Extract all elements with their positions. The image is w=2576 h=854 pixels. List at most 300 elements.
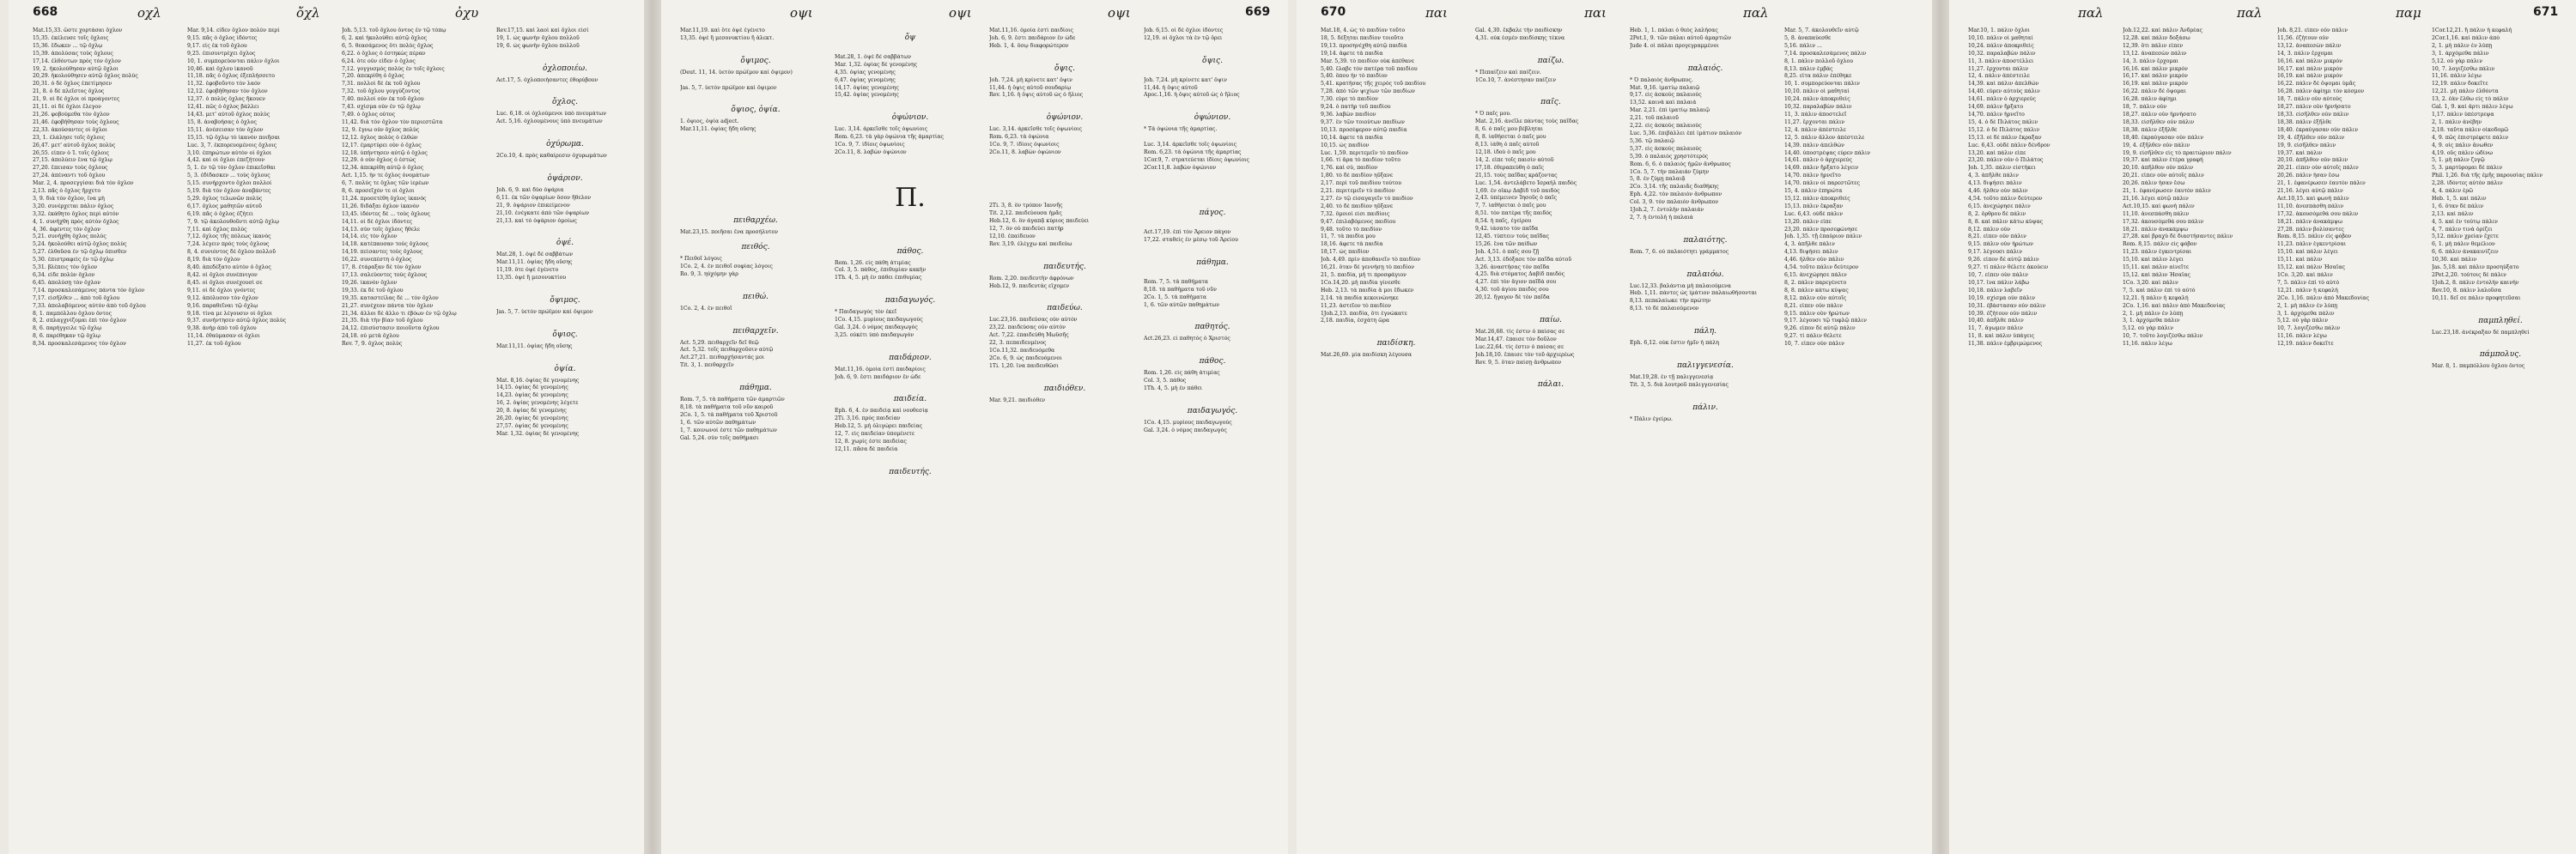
concordance-line: Mat.19,28. ἐν τῇ παλιγγενεσίᾳ [1630, 373, 1714, 380]
concordance-line: 9,15. πᾶς ὁ ὄχλος ἰδόντες [187, 34, 258, 41]
concordance-line: Mat.28, 1. ὀψὲ δὲ σαββάτων [496, 251, 573, 258]
concordance-line: 19, 4. ἐξῆλθεν οὖν πάλιν [2123, 142, 2190, 148]
concordance-line: Heb. 2,13. τὰ παιδία ἅ μοι ἔδωκεν [1321, 287, 1414, 294]
concordance-line: 8,12. πάλιν οὖν αὐτοῖς [1784, 294, 1847, 301]
concordance-line: 27,28. καὶ βραχὺ δὲ διαστήσαντες πάλιν [2123, 233, 2233, 240]
concordance-line: 2, 7. ἡ ἐντολὴ ἡ παλαιά [1630, 214, 1693, 221]
entry-headword: παίω. [1540, 316, 1562, 324]
concordance-line: 1,69. ἐν οἴκῳ Δαβὶδ τοῦ παιδὸς [1475, 187, 1560, 194]
concordance-line: 7,31. πολλοὶ δὲ ἐκ τοῦ ὄχλου [342, 81, 421, 88]
concordance-line: 14,15. ὀψίας δὲ γενομένης [496, 385, 568, 391]
concordance-line [496, 51, 634, 58]
concordance-line: 3,32. ἐκάθητο ὄχλος περὶ αὐτόν [33, 210, 119, 217]
entry-headword: ὀψία. [554, 364, 576, 373]
concordance-line: Phil. 1,26. διὰ τῆς ἐμῆς παρουσίας πάλιν [2432, 173, 2543, 179]
concordance-line: 10,10. πάλιν οἱ μαθηταί [1968, 34, 2033, 41]
concordance-line: 8,18. τὰ παθήματα τοῦ νῦν [1144, 286, 1217, 293]
concordance-line: Gal. 3,24. ὁ νόμος παιδαγωγὸς [835, 324, 918, 330]
concordance-line: 21,13. καὶ τὸ ὀψάριον ὁμοίως [496, 217, 577, 224]
concordance-line: 17,14. ἐλθόντων πρὸς τὸν ὄχλον [33, 58, 121, 64]
concordance-line: 11, 7. τὰ παιδία μου [1321, 233, 1376, 240]
concordance-line [2432, 336, 2569, 344]
concordance-line: 12, 7. εἰς παιδείαν ὑπομένετε [835, 431, 915, 438]
concordance-line: 1Co. 4,15. μυρίους παιδαγωγούς [1144, 419, 1232, 426]
concordance-line: 12,10. ἐπαίδευον [989, 233, 1036, 239]
column-4 [1144, 27, 1281, 847]
concordance-line [989, 188, 1140, 196]
concordance-line: 15,11. καὶ πάλιν [2277, 257, 2323, 263]
concordance-line: 10,15. ὡς παιδίον [1321, 142, 1370, 148]
concordance-line: 2,17. περὶ τοῦ παιδίου τούτου [1321, 180, 1401, 187]
concordance-line: 13,12. ἀναπεσὼν πάλιν [2277, 42, 2342, 49]
concordance-line: 4, 9. πῶς ἐπιστρέφετε πάλιν [2432, 134, 2509, 141]
concordance-line: 2,27. ἐν τῷ εἰσαγαγεῖν τὸ παιδίον [1321, 195, 1413, 202]
concordance-line: 13,45. ἰδόντες δὲ ... τοὺς ὄχλους [342, 210, 430, 217]
concordance-line [680, 134, 831, 142]
concordance-line: 16,16. καὶ πάλιν μικρόν [2277, 58, 2342, 64]
concordance-line: 3,25. οὐκέτι ὑπὸ παιδαγωγόν [835, 331, 914, 338]
concordance-line [496, 226, 634, 233]
concordance-line: 18,33. εἰσῆλθεν οὖν πάλιν [2277, 111, 2349, 118]
page-header [661, 5, 1297, 22]
concordance-line: 7,24. λέγειν πρὸς τοὺς ὄχλους [187, 241, 270, 248]
concordance-line: 1Joh.2,13. παιδία, ὅτι ἐγνώκατε [1321, 310, 1407, 317]
concordance-line: Mar.10, 1. πάλιν ὄχλοι [1968, 27, 2030, 33]
concordance-line: 6,24. ὅτε οὖν εἶδεν ὁ ὄχλος [342, 58, 416, 64]
concordance-line: Mat.26,69. μία παιδίσκη λέγουσα [1321, 352, 1413, 359]
concordance-line: 5,24. ἠκολούθει αὐτῷ ὄχλος πολὺς [33, 241, 127, 248]
concordance-line: 10,32. παραλαβὼν πάλιν [1968, 50, 2036, 57]
concordance-line: 14,18. κατέπαυσαν τοὺς ὄχλους [342, 241, 429, 248]
concordance-line: Act. 5,32. τοῖς πειθαρχοῦσιν αὐτῷ [680, 347, 774, 354]
entry-headword: ὀχύρωμα. [546, 140, 584, 149]
concordance-line: 18,21. πάλιν ἀνακάμψω [2123, 226, 2189, 233]
concordance-line: Tit. 3, 5. διὰ λουτροῦ παλιγγενεσίας [1630, 381, 1728, 388]
concordance-line [680, 203, 831, 210]
concordance-line: 18,40. ἐκραύγασαν οὖν πάλιν [2123, 134, 2203, 141]
entry-headword: παιδευτής. [889, 467, 932, 476]
concordance-line: 2Co. 3,14. τῆς παλαιᾶς διαθήκης [1630, 184, 1719, 191]
concordance-line: 27,20. ἔπεισαν τοὺς ὄχλους [33, 165, 108, 172]
concordance-line: 11,10. ἀνεσπάσθη πάλιν [2123, 210, 2190, 217]
concordance-line: 7, 7. ἰαθήσεται ὁ παῖς μου [1475, 203, 1546, 209]
concordance-line: 16,28. πάλιν ἀφίημι τὸν κόσμον [2277, 88, 2365, 95]
concordance-line: 8, 1. πάλιν πολλοῦ ὄχλου [1784, 58, 1854, 64]
concordance-line: 7, 5. καὶ πάλιν ἐπὶ τὸ αὐτό [2123, 287, 2196, 294]
column-1 [1968, 27, 2119, 847]
page-number: 668 [33, 5, 58, 19]
concordance-line: 17,32. ἀκουσόμεθά σου πάλιν [2123, 218, 2204, 225]
concordance-line: Act.27,21. πειθαρχήσαντάς μοι [680, 354, 765, 361]
concordance-line: 2,18. ταῦτα πάλιν οἰκοδομῶ [2432, 126, 2509, 133]
concordance-line: 3,26. ἀναστήσας τὸν παῖδα [1475, 263, 1550, 270]
concordance-line: 5,12. πάλιν χρείαν ἔχετε [2432, 233, 2499, 240]
concordance-line: 7,17. εἰσῆλθεν ... ἀπὸ τοῦ ὄχλου [33, 294, 120, 301]
concordance-line: Joh. 6, 9. ἔστι παιδάριον ἓν ὧδε [989, 34, 1076, 41]
concordance-line [989, 100, 1140, 107]
concordance-line: 11,19. ὅτε ὀψὲ ἐγένετο [496, 267, 559, 274]
concordance-line: Joh. 7,24. μὴ κρίνετε κατ' ὄψιν [989, 76, 1072, 83]
concordance-line: Luc. 3,14. ἀρκεῖσθε τοῖς ὀψωνίοις [1144, 142, 1237, 148]
concordance-line: Rev. 7, 9. ὄχλος πολύς [342, 341, 403, 348]
concordance-line [680, 195, 831, 203]
concordance-line: 14,69. πάλιν ἤρξατο [1968, 104, 2024, 111]
headword-3: παλ [1743, 5, 1769, 21]
concordance-line: 7,12. ὄχλος τῆς πόλεως ἱκανὸς [187, 233, 271, 240]
concordance-line: 2Co.11, 8. λαβὼν ὀψώνιον [989, 148, 1061, 155]
book-gutter [644, 0, 661, 854]
concordance-line [989, 173, 1140, 180]
concordance-line: 8, 1. παμπόλλου ὄχλου ὄντος [33, 310, 112, 317]
concordance-line: 10,13. προσέφερον αὐτῷ παιδία [1321, 126, 1407, 133]
concordance-line [680, 43, 831, 51]
concordance-line: 7,49. ὁ ὄχλος οὗτος [342, 111, 396, 118]
concordance-line: 2Ti. 3, 8. ὃν τρόπον Ἰαννῆς [989, 203, 1063, 209]
concordance-line: 4, 3. ἀπῆλθε πάλιν [1968, 173, 2019, 179]
concordance-line: Luc. 3,14. ἀρκεῖσθε τοῖς ὀψωνίοις [989, 126, 1083, 133]
concordance-line: Luc. 3,14. ἀρκεῖσθε τοῖς ὀψωνίοις [835, 126, 928, 133]
concordance-line: 27,24. ἀπέναντι τοῦ ὄχλου [33, 173, 106, 179]
column-3 [342, 27, 493, 847]
concordance-line: 6, 1. μὴ πάλιν θεμέλιον [2432, 241, 2495, 248]
concordance-line: Col. 3, 5. πάθος, ἐπιθυμίαν κακήν [835, 267, 927, 274]
concordance-line: 15,39. ἀπολύσας τοὺς ὄχλους [33, 50, 113, 57]
concordance-line: 5,40. ἔλαβε τὸν πατέρα τοῦ παιδίου [1321, 65, 1418, 72]
concordance-line: 8, 2. ὄρθρου δὲ πάλιν [1968, 210, 2026, 217]
concordance-line: * Πεπαίζειν καὶ παίζειν. [1475, 69, 1541, 76]
concordance-line [989, 51, 1140, 58]
concordance-line [989, 249, 1140, 257]
concordance-line: 19, 2. ἠκολούθησαν αὐτῷ ὄχλοι [33, 65, 118, 72]
concordance-line: 9,15. πάλιν οὖν ἠρώτων [1968, 241, 2033, 248]
concordance-line: 4, 3. ἀπῆλθε πάλιν [1784, 241, 1835, 248]
concordance-line: Joh. 5,13. τοῦ ὄχλου ὄντος ἐν τῷ τόπῳ [342, 27, 447, 33]
concordance-line [1475, 43, 1626, 51]
concordance-line: 1Co. 3,20. καὶ πάλιν [2277, 272, 2333, 278]
entry-headword: ὄψιος, ὀψία. [731, 106, 781, 115]
concordance-line: 17, 8. ἐτάραξαν δὲ τὸν ὄχλον [342, 264, 422, 271]
concordance-line: 22,33. ἀκούσαντες οἱ ὄχλοι [33, 126, 108, 133]
concordance-line: Luc.23,18. ἀνέκραξαν δὲ παμπληθεί [2432, 329, 2530, 336]
concordance-line: 24,18. οὐ μετὰ ὄχλου [342, 333, 399, 340]
concordance-line: 18,38. πάλιν ἐξῆλθε [2277, 118, 2332, 125]
concordance-line: 11,23. ἀστεῖον τὸ παιδίον [1321, 302, 1391, 309]
concordance-line: 21, 1. ἐφανέρωσεν ἑαυτὸν πάλιν [2277, 180, 2366, 187]
concordance-line: Rom. 8,15. πάλιν εἰς φόβον [2277, 233, 2352, 240]
concordance-line: 11,24. προσετέθη ὄχλος ἱκανός [342, 195, 427, 202]
concordance-line: 10,19. σχίσμα οὖν πάλιν [1968, 294, 2036, 301]
concordance-line [1144, 70, 1281, 77]
entry-headword: ὀψώνιον. [1194, 113, 1231, 123]
concordance-line: 19,37. καὶ πάλιν [2277, 149, 2323, 156]
concordance-line: 1Co. 9, 7. ἰδίοις ὀψωνίοις [989, 142, 1060, 148]
entry-headword: παιδάριον. [889, 353, 932, 362]
concordance-line [680, 165, 831, 173]
concordance-line: 1,76. καὶ σὺ, παιδίον [1321, 165, 1378, 172]
concordance-line: 4,13. διψήσει πάλιν [1784, 249, 1838, 256]
concordance-line: 14,40. εὗρεν αὐτοὺς πάλιν [1968, 88, 2040, 95]
concordance-line: 21,27. συνέχεον πάντα τὸν ὄχλον [342, 302, 434, 309]
concordance-line: Mat.28, 1. ὀψὲ δὲ σαββάτων [835, 53, 911, 60]
column-2 [2123, 27, 2274, 847]
concordance-line: 7,32. ὅμοιοί εἰσι παιδίοις [1321, 210, 1390, 217]
concordance-line: 11,38. πάλιν ἐμβριμώμενος [1968, 341, 2043, 348]
concordance-line: 20,10. ἀπῆλθον οὖν πάλιν [2123, 165, 2194, 172]
concordance-line: 14,19. πείσαντες τοὺς ὄχλους [342, 249, 423, 256]
concordance-line: 7,14. προσκαλεσάμενος πάλιν [1784, 50, 1867, 57]
concordance-line [1144, 343, 1281, 351]
concordance-line: 6,15. ἀνεχώρησε πάλιν [1784, 272, 1847, 278]
concordance-line: 5,12. οὐ γὰρ πάλιν [2123, 325, 2173, 332]
concordance-line: 15,10. καὶ πάλιν λέγει [2123, 257, 2184, 263]
concordance-line: 9,27. τί πάλιν θέλετε ἀκούειν [1968, 264, 2049, 271]
concordance-line: Eph. 6,12. οὐκ ἔστιν ἡμῖν ἡ πάλη [1630, 340, 1719, 347]
concordance-line: Rev.17,15. καὶ λαοὶ καὶ ὄχλοι εἰσί [496, 27, 589, 33]
concordance-line: 2,28. ἰδόντες αὐτὸν πάλιν [2432, 180, 2503, 187]
concordance-line [835, 454, 986, 462]
concordance-line: Mar.11,19. καὶ ὅτε ὀψὲ ἐγένετο [680, 27, 765, 33]
concordance-line: 5,27. ἐλθοῦσα ἐν τῷ ὄχλῳ ὄπισθεν [33, 249, 127, 256]
concordance-line: 18, 7. πάλιν οὖν [2123, 104, 2167, 111]
concordance-line: 9,27. τί πάλιν θέλετε [1784, 333, 1842, 340]
concordance-line: Mar. 5, 7. ἀκολουθεῖν αὐτῷ [1784, 27, 1859, 33]
concordance-line [680, 157, 831, 165]
concordance-line: Joh. 1,35. πάλιν εἱστήκει [1968, 165, 2036, 172]
concordance-line: Heb. 1, 5. καὶ πάλιν [2432, 195, 2487, 202]
page-header [9, 5, 644, 22]
concordance-line [1144, 309, 1281, 317]
concordance-line: 8,25. εἶτα πάλιν ἐπέθηκε [1784, 73, 1852, 80]
concordance-line: Joh.18,10. ἔπαισε τὸν τοῦ ἀρχιερέως [1475, 351, 1575, 358]
concordance-line: 11,16. πάλιν λέγω [2277, 333, 2327, 340]
concordance-line [989, 195, 1140, 203]
concordance-line [1144, 180, 1281, 188]
concordance-line: 18,27. πάλιν οὖν ἠρνήσατο [2123, 111, 2196, 118]
concordance-line: 17,22. σταθεὶς ἐν μέσῳ τοῦ Ἀρείου [1144, 237, 1238, 244]
concordance-line: 8,18. τὰ παθήματα τοῦ νῦν καιροῦ [680, 404, 774, 410]
concordance-line: 7,30. εὗρε τὸ παιδίον [1321, 96, 1378, 103]
concordance-line: 6,17. ὄχλος μαθητῶν αὐτοῦ [187, 203, 262, 209]
concordance-line: 10, 7. λογιζέσθω πάλιν [2277, 325, 2341, 332]
concordance-line: 1,17. πάλιν ὑπέστρεψα [2432, 111, 2494, 118]
concordance-line: 4, 5. καὶ ἐν τούτῳ πάλιν [2432, 218, 2498, 225]
concordance-line: 26,47. μετ' αὐτοῦ ὄχλος πολὺς [33, 142, 116, 148]
entry-headword: παίζω. [1537, 56, 1564, 65]
concordance-line: 3, 9. διὰ τὸν ὄχλον, ἵνα μὴ [33, 195, 105, 202]
concordance-line: 20, 8. ὀψίας δὲ γενομένης [496, 408, 567, 415]
concordance-line: 7,43. σχίσμα οὖν ἐν τῷ ὄχλῳ [342, 104, 421, 111]
concordance-line: 2Pet.1, 9. τῶν πάλαι αὐτοῦ ἁμαρτιῶν [1630, 34, 1732, 41]
concordance-line: Mat.11,16. ὁμοία ἐστὶ παιδαρίοις [835, 366, 926, 372]
concordance-line [1630, 257, 1781, 264]
concordance-line: 1Co. 4,15. μυρίους παιδαγωγούς [835, 317, 923, 324]
concordance-line: 6,45. ἀπολύσῃ τὸν ὄχλον [33, 279, 101, 286]
concordance-line: 2,14. τὰ παιδία κεκοινώνηκε [1321, 294, 1399, 301]
concordance-line: 11,32. ἐφοβοῦντο τὸν λαόν [187, 81, 261, 88]
concordance-line: 14,13. σὺν τοῖς ὄχλοις ἤθελε [342, 226, 421, 233]
entry-headword: ὀψώνιον. [1046, 113, 1084, 123]
concordance-line: 2, 1. πάλιν ἀνέβην [2432, 118, 2482, 125]
concordance-line: 10, 7. λογιζέσθω πάλιν [2432, 65, 2495, 72]
concordance-line: 12,28. καὶ πάλιν δοξάσω [2123, 34, 2190, 41]
concordance-line: 1Ti. 1,20. ἵνα παιδευθῶσι [989, 362, 1059, 369]
concordance-line: 6, 7. πολύς τε ὄχλος τῶν ἱερέων [342, 180, 429, 187]
concordance-line: 3, 1. ἀρχόμεθα πάλιν [2432, 50, 2489, 57]
concordance-line: Joh. 4,49. πρὶν ἀποθανεῖν τὸ παιδίον [1321, 257, 1421, 263]
concordance-line: 23,22. παιδεύσας οὖν αὐτόν [989, 324, 1066, 331]
concordance-line: 8,19. διὰ τὸν ὄχλον [187, 257, 240, 263]
concordance-line: 13,20. καὶ πάλιν εἶπε [1968, 149, 2026, 156]
concordance-line: 2Co.11, 8. λαβὼν ὀψώνιον [835, 148, 907, 155]
concordance-line: Mar. 9,21. παιδιόθεν [989, 397, 1046, 403]
concordance-line: 17,18. ἐθεραπεύθη ὁ παῖς [1475, 164, 1544, 171]
page-670 [1297, 0, 1932, 854]
concordance-line: 15,10. καὶ πάλιν λέγει [2277, 249, 2338, 256]
headword-2: παι [1584, 5, 1607, 21]
concordance-line: 21, 5. παιδία, μή τι προσφάγιον [1321, 272, 1406, 278]
entry-headword: παῖς. [1540, 98, 1561, 107]
concordance-line [680, 149, 831, 157]
concordance-line: 5,29. ὄχλος τελωνῶν πολύς [187, 195, 263, 202]
concordance-line: 13,52. καινὰ καὶ παλαιά [1630, 100, 1697, 106]
concordance-line: 9,12. ἀπόλυσον τὸν ὄχλον [187, 294, 258, 301]
concordance-line [2432, 303, 2569, 311]
concordance-line: 9,36. λαβὼν παιδίον [1321, 111, 1376, 118]
concordance-line [989, 180, 1140, 188]
concordance-line: 8,54. ἡ παῖς, ἐγείρου [1475, 218, 1532, 225]
concordance-line: 3, 1. ἀρχόμεθα πάλιν [2277, 310, 2335, 317]
concordance-line: 4,25. διὰ στόματος Δαβὶδ παιδός [1475, 271, 1565, 278]
entry-headword: παιδαγωγός. [1187, 406, 1238, 415]
concordance-line: 10, 1. συμπορεύονται πάλιν [1784, 81, 1860, 88]
concordance-line: Joh. 7,24. μὴ κρίνετε κατ' ὄψιν [1144, 76, 1227, 83]
concordance-line: 1Co.14,20. μὴ παιδία γίνεσθε [1321, 279, 1400, 286]
concordance-line: Act.17,19. ἐπὶ τὸν Ἄρειον πάγον [1144, 229, 1231, 236]
concordance-line: 10,46. καὶ ὄχλου ἱκανοῦ [187, 65, 253, 72]
concordance-line: 15,12. καὶ πάλιν Ἡσαΐας [2123, 272, 2191, 278]
concordance-line: 8,42. οἱ ὄχλοι συνέπνιγον [187, 272, 258, 278]
entry-headword: παλαιότης. [1683, 235, 1728, 245]
concordance-line: 5,19. διὰ τὸν ὄχλον ἀναβάντες [187, 188, 271, 195]
concordance-line: 12,18. ὑπήντησεν αὐτῷ ὁ ὄχλος [342, 149, 428, 156]
concordance-line: 23, 1. ἐλάλησε τοῖς ὄχλοις [33, 134, 106, 141]
concordance-line [1630, 51, 1781, 58]
concordance-line: Mat. 9,16. ἱματίῳ παλαιῷ [1630, 84, 1700, 91]
concordance-line: 10,24. πάλιν ἀποκριθείς [1968, 42, 2034, 49]
concordance-line: Rev.10, 8. πάλιν λαλοῦσα [2432, 287, 2501, 294]
concordance-line: 13,35. ὀψὲ ἢ μεσονυκτίου [496, 275, 567, 282]
concordance-line [680, 173, 831, 180]
concordance-line: Rom. 6, 6. ὁ παλαιὸς ἡμῶν ἄνθρωπος [1630, 161, 1731, 167]
concordance-line: Rev. 9, 5. ὅταν παίσῃ ἄνθρωπον [1475, 359, 1562, 366]
concordance-line: 16,19. καὶ πάλιν μικρόν [2277, 73, 2342, 80]
concordance-line: Rom. 6,23. τὰ γὰρ ὀψώνια τῆς ἁμαρτίας [835, 134, 944, 141]
concordance-line: 11,56. ἐζήτουν οὖν [2277, 34, 2329, 41]
concordance-line: Gal. 3,24. ὁ νόμος παιδαγωγὸς [1144, 427, 1227, 433]
column-1 [680, 27, 831, 847]
concordance-line: 12,18. ἰδοὺ ὁ παῖς μου [1475, 148, 1536, 155]
concordance-line: 5, 1. μὴ πάλιν ζυγῷ [2432, 157, 2485, 164]
concordance-line: 12,21. πάλιν ἡ κεφαλή [2277, 287, 2338, 294]
concordance-line: 1, 6. τῶν αὐτῶν παθημάτων [1144, 301, 1220, 308]
concordance-line: 6, 2. καὶ ἠκολούθει αὐτῷ ὄχλος [342, 34, 428, 41]
concordance-line: Gal. 5,24. σὺν τοῖς παθήμασι [680, 434, 759, 441]
entry-headword: πειθός. [741, 243, 770, 252]
concordance-line: 1Co.11,32. παιδευόμεθα [989, 348, 1055, 354]
concordance-line: 8, 8. πάλιν κάτω κύψας [1784, 287, 1849, 294]
concordance-line: 2Ti. 3,16. πρὸς παιδείαν [835, 415, 901, 422]
concordance-line: 27,57. ὀψίας δὲ γενομένης [496, 423, 568, 429]
concordance-line: 12,21. ἢ πάλιν ἡ κεφαλή [2123, 294, 2189, 301]
column-3 [1630, 27, 1781, 847]
concordance-line: 12,39. ὅτι πάλιν εἶπεν [2123, 42, 2184, 49]
concordance-line [835, 381, 986, 389]
concordance-line: 15,13. πάλιν ἔκραξαν [1784, 203, 1844, 209]
concordance-line: 10,11. δεῖ σε πάλιν προφητεῦσαι [2432, 294, 2521, 301]
concordance-line: 21, 1. ἐφανέρωσεν ἑαυτὸν πάλιν [2123, 188, 2211, 195]
concordance-line: Heb. 1, 4. ὅσῳ διαφορώτερον [989, 42, 1069, 49]
concordance-line: 13,20. πάλιν εἶπε [1784, 218, 1832, 225]
column-1 [33, 27, 184, 847]
concordance-line: Mar. 2,21. ἐπὶ ἱματίῳ παλαιῷ [1630, 107, 1710, 114]
concordance-line: 8,13. πάλιν ἐμβὰς [1784, 65, 1833, 72]
concordance-line: Mar.11,11. ὀψίας ἤδη οὔσης [496, 259, 573, 266]
concordance-line: 10,18. πάλιν λαβεῖν [1968, 287, 2023, 294]
concordance-line: 4, 9. οἷς πάλιν ἄνωθεν [2432, 142, 2494, 148]
concordance-line: 10,14. ἄφετε τὰ παιδία [1321, 134, 1383, 141]
concordance-line: 21,34. ἄλλοι δὲ ἄλλο τι ἐβόων ἐν τῷ ὄχλῳ [342, 310, 457, 317]
concordance-line: 22, 3. πεπαιδευμένος [989, 340, 1047, 347]
concordance-line: 8, 6. προσεῖχόν τε οἱ ὄχλοι [342, 188, 415, 195]
concordance-line: 5,30. ἐπιστραφεὶς ἐν τῷ ὄχλῳ [33, 257, 114, 263]
concordance-line: 8,13. τὸ δὲ παλαιούμενον [1630, 306, 1699, 312]
concordance-line: 2,43. ὑπέμεινεν Ἰησοῦς ὁ παῖς [1475, 195, 1557, 202]
concordance-line: 16,21. ὅταν δὲ γεννήσῃ τὸ παιδίον [1321, 264, 1415, 271]
concordance-line: 18, 7. πάλιν οὖν αὐτοὺς [2277, 96, 2342, 103]
concordance-line: 2, 1. μὴ πάλιν ἐν λύπῃ [2123, 310, 2184, 317]
concordance-line: 11,26. διδάξαι ὄχλον ἱκανόν [342, 203, 420, 209]
concordance-line: Mat.11,16. ὁμοία ἐστὶ παιδίοις [989, 27, 1073, 33]
concordance-line: Mar. 8, 1. παμπόλλου ὄχλου ὄντος [2432, 363, 2525, 370]
entry-headword: πειθαρχεῖν. [732, 326, 779, 336]
concordance-line: 15,15. τῷ ὄχλῳ τὸ ἱκανὸν ποιῆσαι [187, 134, 281, 141]
concordance-line: 14,17. ὀψίας γενομένης [835, 84, 899, 91]
concordance-line: 16,28. πάλιν ἀφίημι [2123, 96, 2178, 103]
concordance-line: 5,41. κρατήσας τῆς χειρὸς τοῦ παιδίου [1321, 81, 1426, 88]
concordance-line: 4, 36. ἀφέντες τὸν ὄχλον [33, 226, 100, 233]
concordance-line: 23,20. πάλιν οὖν ὁ Πιλάτος [1968, 157, 2044, 164]
concordance-line: Rom. 2,20. παιδευτὴν ἀφρόνων [989, 275, 1074, 282]
concordance-line: 19,14. ἄφετε τὰ παιδία [1321, 50, 1383, 57]
concordance-line: 12,19. οἱ ὄχλοι τὰ ἐν τῷ ὄρει [1144, 34, 1223, 41]
headword-1: παι [1425, 5, 1448, 21]
concordance-line: 4, 4. πάλιν ἐρῶ [2432, 188, 2474, 195]
concordance-line: Rom. 6,23. τὰ ὀψώνια τῆς ἁμαρτίας [1144, 148, 1242, 155]
concordance-line: 4,54. τοῦτο πάλιν δεύτερον [1784, 264, 1859, 271]
concordance-line: Heb. 1,11. πάντες ὡς ἱμάτιον παλαιωθήσονται [1630, 290, 1758, 297]
concordance-line: 15,11. ἀνέσεισαν τὸν ὄχλον [187, 126, 264, 133]
concordance-line: 15,12. πάλιν ἀποκριθείς [1784, 195, 1850, 202]
concordance-line: 20,31. ὁ δὲ ὄχλος ἐπετίμησεν [33, 81, 112, 88]
concordance-line: 2Cor.11,8. λαβὼν ὀψώνιον [1144, 164, 1217, 171]
concordance-line: 5,37. εἰς ἀσκοὺς παλαιούς [1630, 145, 1702, 152]
concordance-line: 19,33. ἐκ δὲ τοῦ ὄχλου [342, 287, 404, 294]
entry-headword: πειθαρχέω. [733, 216, 778, 226]
concordance-line: 5, 8. ἐν ζύμῃ παλαιᾷ [1630, 176, 1686, 183]
concordance-line: 11, 7. ἄγωμεν πάλιν [1968, 325, 2023, 332]
concordance-line: 7,20. ἀπεκρίθη ὁ ὄχλος [342, 73, 404, 80]
concordance-line: 10, 7. εἶπεν οὖν πάλιν [1968, 272, 2028, 278]
